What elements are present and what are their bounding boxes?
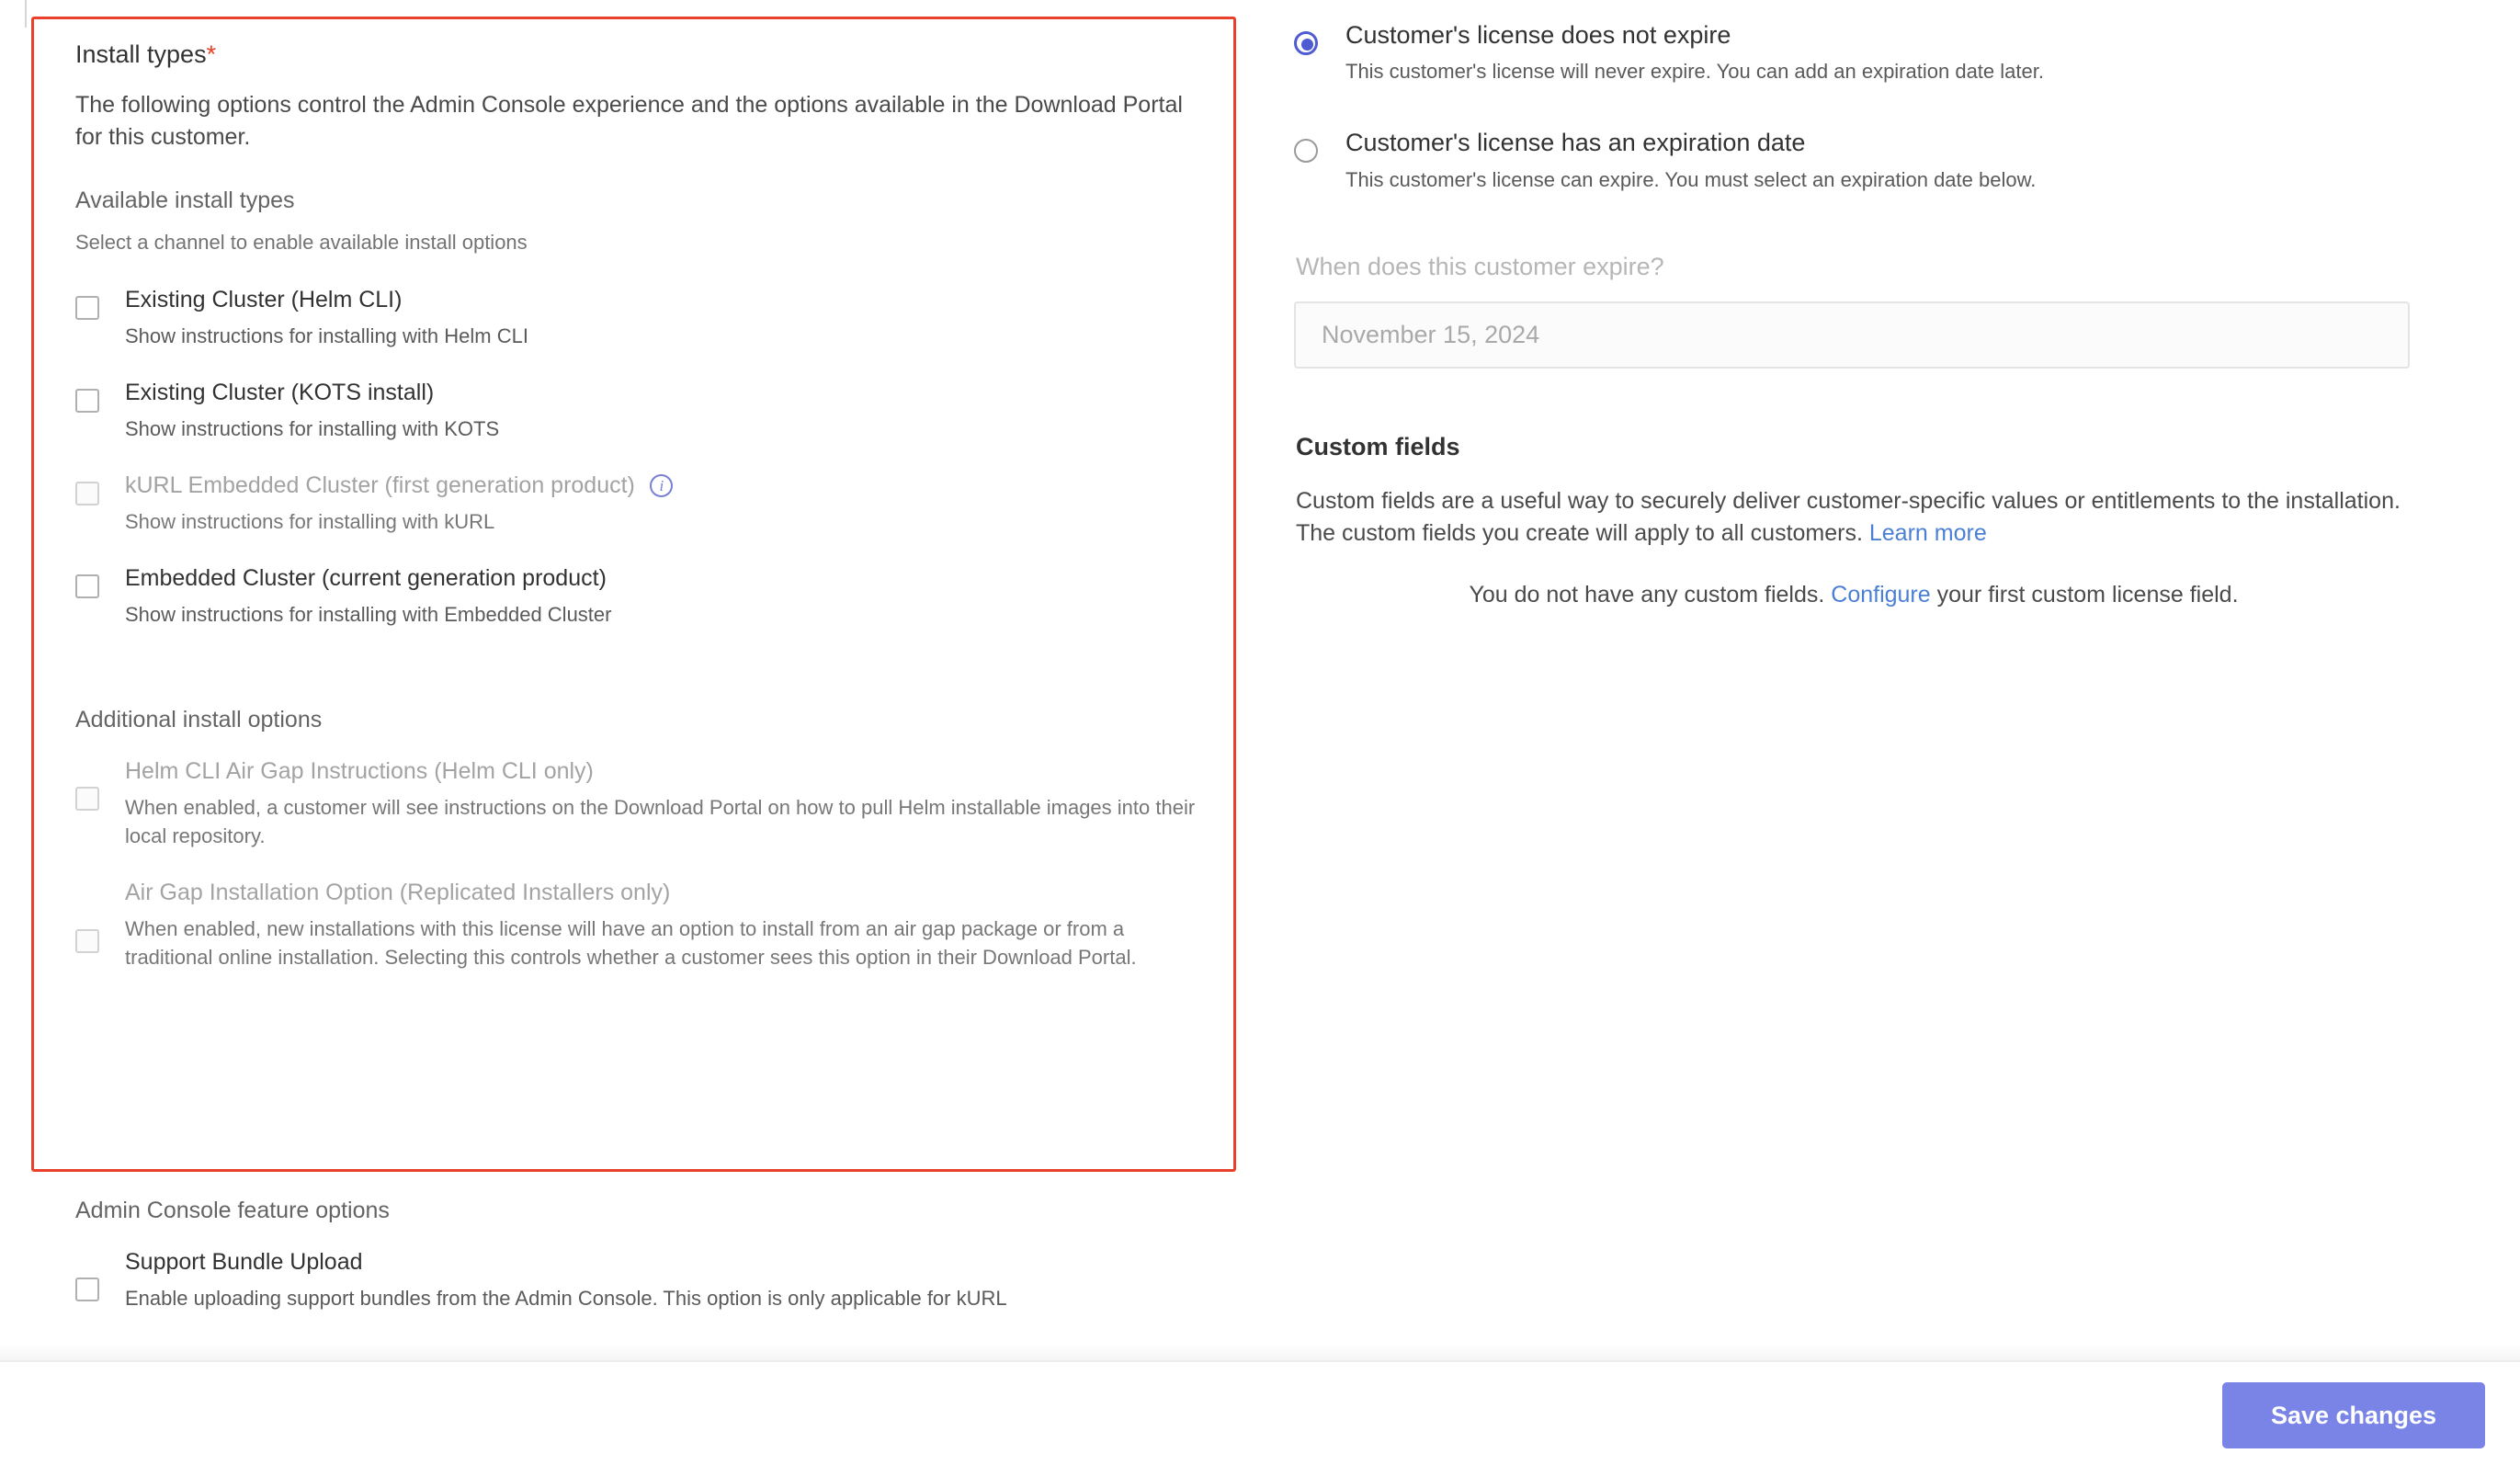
radio-icon[interactable] (1294, 31, 1318, 55)
install-option-description: When enabled, new installations with this license will have an option to install from an air gap package or from a traditional online installation. Selecting this controls whether a customer sees this option in their Download Portal. (125, 917, 1137, 970)
install-option-label: Air Gap Installation Option (Replicated Installers only) (125, 880, 671, 906)
info-icon[interactable]: i (650, 474, 673, 497)
expiration-date-input[interactable]: November 15, 2024 (1294, 301, 2410, 369)
admin-console-heading: Admin Console feature options (75, 1198, 390, 1223)
install-option-helm-airgap[interactable] (75, 757, 1206, 851)
additional-install-options-heading: Additional install options (75, 707, 323, 733)
expiration-question-label: When does this customer expire? (1296, 252, 1664, 280)
custom-fields-description-text: Custom fields are a useful way to securely deliver customer-specific values or entitlements to the installation. The custom fields you create will apply to all customers. (1296, 487, 2401, 547)
expiration-option-description: This customer's license can expire. You must select an expiration date below. (1345, 167, 2037, 191)
install-types-description: The following options control the Admin Console experience and the options available in the Download Portal for this customer. (75, 92, 1183, 150)
install-types-title (75, 40, 1206, 69)
admin-console-option-support-bundle-upload[interactable] (75, 1248, 1206, 1313)
admin-console-option-label: Support Bundle Upload (125, 1249, 363, 1275)
checkbox-icon[interactable] (75, 296, 99, 320)
install-option-description: When enabled, a customer will see instructions on the Download Portal on how to pull Helm installable images into their local repository. (125, 796, 1196, 848)
expiration-option-has-date[interactable] (1294, 128, 2489, 191)
configure-custom-fields-link[interactable]: Configure (1831, 581, 1931, 608)
admin-console-option-description: Enable uploading support bundles from the Admin Console. This option is only applicable for kURL (125, 1287, 1007, 1311)
content-fade-overlay (0, 1316, 1287, 1344)
page-footer (0, 1360, 2520, 1465)
custom-fields-empty-state (1296, 582, 2412, 608)
custom-fields-title: Custom fields (1296, 432, 1460, 460)
install-option-label: Existing Cluster (KOTS install) (125, 380, 435, 406)
available-install-types-heading: Available install types (75, 187, 295, 213)
checkbox-icon[interactable] (75, 787, 99, 811)
install-option-description: Show instructions for installing with Helm CLI (125, 324, 528, 348)
learn-more-link[interactable]: Learn more (1868, 520, 1987, 547)
install-option-description: Show instructions for installing with KOTS (125, 417, 500, 441)
checkbox-icon[interactable] (75, 1278, 99, 1301)
install-option-label: Helm CLI Air Gap Instructions (Helm CLI only) (125, 758, 594, 785)
custom-fields-description (1296, 485, 2412, 551)
required-asterisk: * (206, 40, 217, 68)
install-option-description: Show instructions for installing with Embedded Cluster (125, 603, 612, 627)
checkbox-icon[interactable] (75, 929, 99, 953)
custom-fields-empty-suffix: your first custom license field. (1930, 581, 2239, 608)
install-option-airgap-installation[interactable] (75, 879, 1206, 972)
install-option-kurl[interactable] (75, 471, 1206, 537)
available-install-types-subheading: Select a channel to enable available install options (75, 231, 528, 254)
footer-shadow (0, 1344, 2520, 1360)
custom-fields-empty-prefix: You do not have any custom fields. (1469, 581, 1832, 608)
expiration-option-never[interactable] (1294, 20, 2489, 84)
expiration-option-description: This customer's license will never expire. You can add an expiration date later. (1345, 60, 2044, 84)
group-spacer (75, 657, 1206, 707)
radio-icon[interactable] (1294, 139, 1318, 163)
install-option-helm-cli[interactable] (75, 286, 1206, 351)
install-option-label: Embedded Cluster (current generation product) (125, 565, 607, 592)
checkbox-icon[interactable] (75, 389, 99, 413)
install-option-label: Existing Cluster (Helm CLI) (125, 287, 403, 312)
install-option-embedded-cluster[interactable] (75, 564, 1206, 630)
install-types-column (0, 0, 1287, 1333)
license-details-column (1294, 0, 2489, 1333)
checkbox-icon[interactable] (75, 574, 99, 598)
install-types-title-text: Install types (75, 40, 207, 68)
expiration-option-label: Customer's license does not expire (1345, 21, 1731, 49)
checkbox-icon[interactable] (75, 482, 99, 505)
expiration-option-label: Customer's license has an expiration date (1345, 129, 1806, 157)
save-changes-button[interactable]: Save changes (2222, 1382, 2485, 1448)
install-option-description: Show instructions for installing with kURL (125, 510, 495, 534)
expiration-options (1294, 20, 2489, 608)
install-option-kots[interactable] (75, 379, 1206, 444)
install-option-label: kURL Embedded Cluster (first generation product) (125, 472, 635, 499)
install-types-section (75, 40, 1206, 1000)
